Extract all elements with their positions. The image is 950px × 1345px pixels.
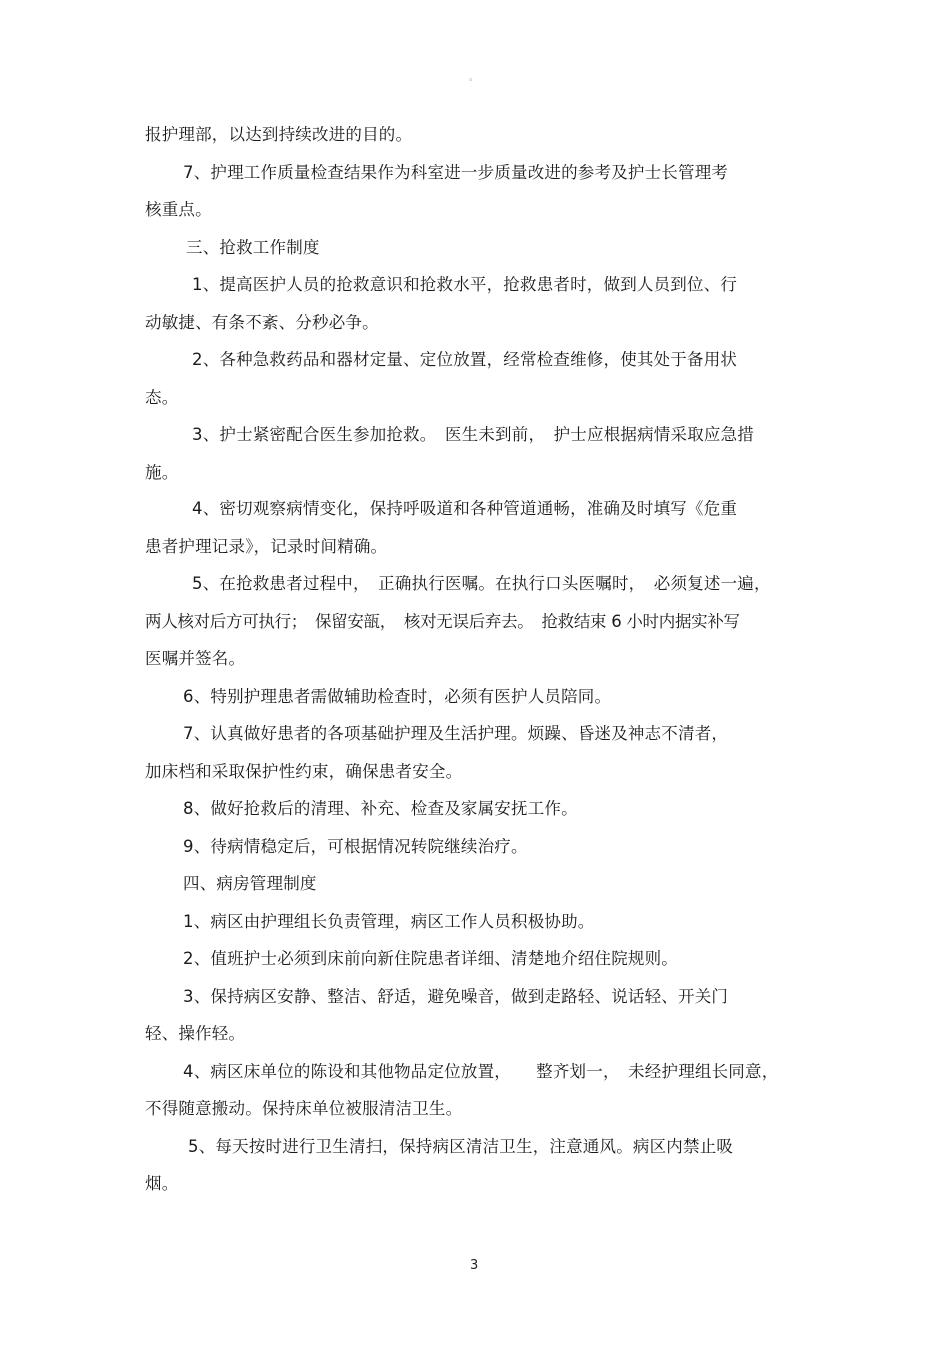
text-line: 6、特别护理患者需做辅助检查时，必须有医护人员陪同。: [183, 687, 612, 706]
text-line: 3、护士紧密配合医生参加抢救。 医生未到前， 护士应根据病情采取应急措: [192, 425, 754, 444]
text-line: 9、待病情稳定后，可根据情况转院继续治疗。: [183, 837, 528, 856]
text-line: 3、保持病区安静、整洁、舒适，避免噪音，做到走路轻、说话轻、开关门: [183, 987, 729, 1006]
section-heading: 三、抢救工作制度: [186, 238, 320, 257]
text-line: 态。: [145, 388, 179, 407]
text-line: 7、认真做好患者的各项基础护理及生活护理。烦躁、昏迷及神志不清者，: [183, 724, 729, 743]
text-line: 施。: [145, 463, 179, 482]
text-line: 5、在抢救患者过程中， 正确执行医嘱。在执行口头医嘱时， 必须复述一遍，: [192, 574, 771, 593]
text-line: 8、做好抢救后的清理、补充、检查及家属安抚工作。: [183, 799, 578, 818]
section-heading: 四、病房管理制度: [183, 874, 317, 893]
text-line: 两人核对后方可执行； 保留安瓿， 核对无误后弃去。 抢救结束 6 小时内据实补写: [145, 612, 740, 631]
text-line: 1、病区由护理组长负责管理，病区工作人员积极协助。: [183, 912, 595, 931]
text-line: 患者护理记录》，记录时间精确。: [145, 537, 388, 556]
text-line: 加床档和采取保护性约束，确保患者安全。: [145, 762, 463, 781]
header-mark: 。: [469, 73, 479, 83]
page-number: 3: [470, 1258, 479, 1273]
text-line: 2、各种急救药品和器材定量、定位放置，经常检查维修，使其处于备用状: [192, 350, 738, 369]
text-line: 1、提高医护人员的抢救意识和抢救水平，抢救患者时，做到人员到位、行: [192, 275, 738, 294]
text-line: 核重点。: [145, 200, 212, 219]
text-line: 2、值班护士必须到床前向新住院患者详细、清楚地介绍住院规则。: [183, 949, 678, 968]
text-line: 5、每天按时进行卫生清扫，保持病区清洁卫生，注意通风。病区内禁止吸: [188, 1137, 734, 1156]
text-line: 不得随意搬动。保持床单位被服清洁卫生。: [145, 1099, 463, 1118]
text-line: 动敏捷、有条不紊、分秒必争。: [145, 313, 379, 332]
text-line: 医嘱并签名。: [145, 649, 246, 668]
text-line: 报护理部，以达到持续改进的目的。: [145, 125, 413, 144]
text-line: 轻、操作轻。: [145, 1024, 246, 1043]
text-line: 烟。: [145, 1174, 179, 1193]
text-line: 7、护理工作质量检查结果作为科室进一步质量改进的参考及护士长管理考: [183, 163, 729, 182]
text-line: 4、密切观察病情变化，保持呼吸道和各种管道通畅，准确及时填写《危重: [192, 499, 738, 518]
text-line: 4、病区床单位的陈设和其他物品定位放置， 整齐划一， 未经护理组长同意，: [183, 1062, 779, 1081]
